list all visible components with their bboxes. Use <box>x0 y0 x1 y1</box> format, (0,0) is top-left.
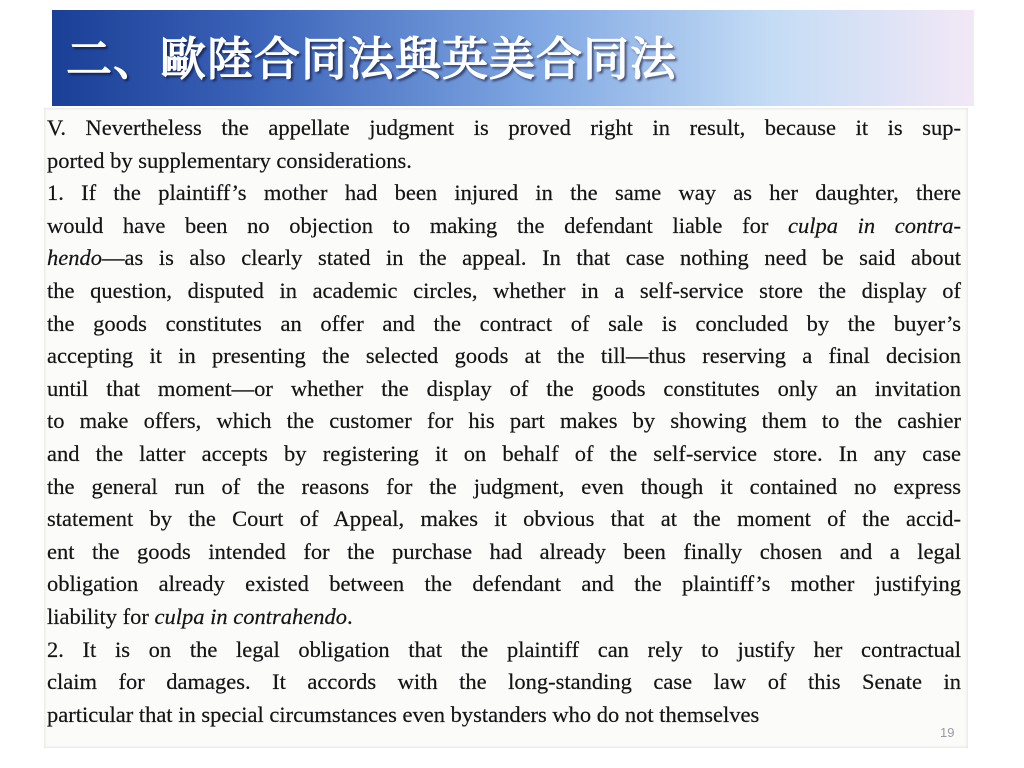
document-line: 1. If the plaintiff’s mother had been injured in the same way as her daughter, there <box>47 180 961 206</box>
document-line: accepting it in presenting the selected goods at the till—thus reserving a final decision <box>47 343 961 369</box>
slide-title: 二、歐陸合同法與英美合同法 <box>66 32 677 86</box>
title-banner <box>52 10 974 106</box>
document-line: V. Nevertheless the appellate judgment is proved right in result, because it is sup- <box>47 115 961 140</box>
document-line: obligation already existed between the defendant and the plaintiff’s mother justifying <box>47 571 961 597</box>
document-line: particular that in special circumstances even bystanders who do not themselves <box>47 701 760 727</box>
document-line: ported by supplementary considerations. <box>47 147 412 173</box>
document-line: claim for damages. It accords with the long-standing case law of this Senate in <box>47 669 961 695</box>
document-line: to make offers, which the customer for his part makes by showing them to the cashier <box>47 408 961 434</box>
page-number: 19 <box>940 725 955 740</box>
document-line: the goods constitutes an offer and the contract of sale is concluded by the buyer’s <box>47 310 961 336</box>
document-line: hendo—as is also clearly stated in the appeal. In that case nothing need be said about <box>47 245 961 271</box>
document-line: the question, disputed in academic circles, whether in a self-service store the display of <box>47 277 961 303</box>
document-line: until that moment—or whether the display of the goods constitutes only an invitation <box>47 375 961 401</box>
document-line: 2. It is on the legal obligation that the plaintiff can rely to justify her contractual <box>47 636 961 662</box>
document-line: liability for culpa in contrahendo. <box>47 603 353 629</box>
document-line: would have been no objection to making the defendant liable for culpa in contra- <box>47 212 961 238</box>
document-text <box>47 112 961 731</box>
scanned-page <box>44 108 968 748</box>
document-line: statement by the Court of Appeal, makes it obvious that at the moment of the accid- <box>47 506 961 532</box>
document-line: the general run of the reasons for the judgment, even though it contained no express <box>47 473 961 499</box>
document-line: ent the goods intended for the purchase had already been finally chosen and a legal <box>47 538 961 564</box>
document-line: and the latter accepts by registering it on behalf of the self-service store. In any case <box>47 440 961 466</box>
